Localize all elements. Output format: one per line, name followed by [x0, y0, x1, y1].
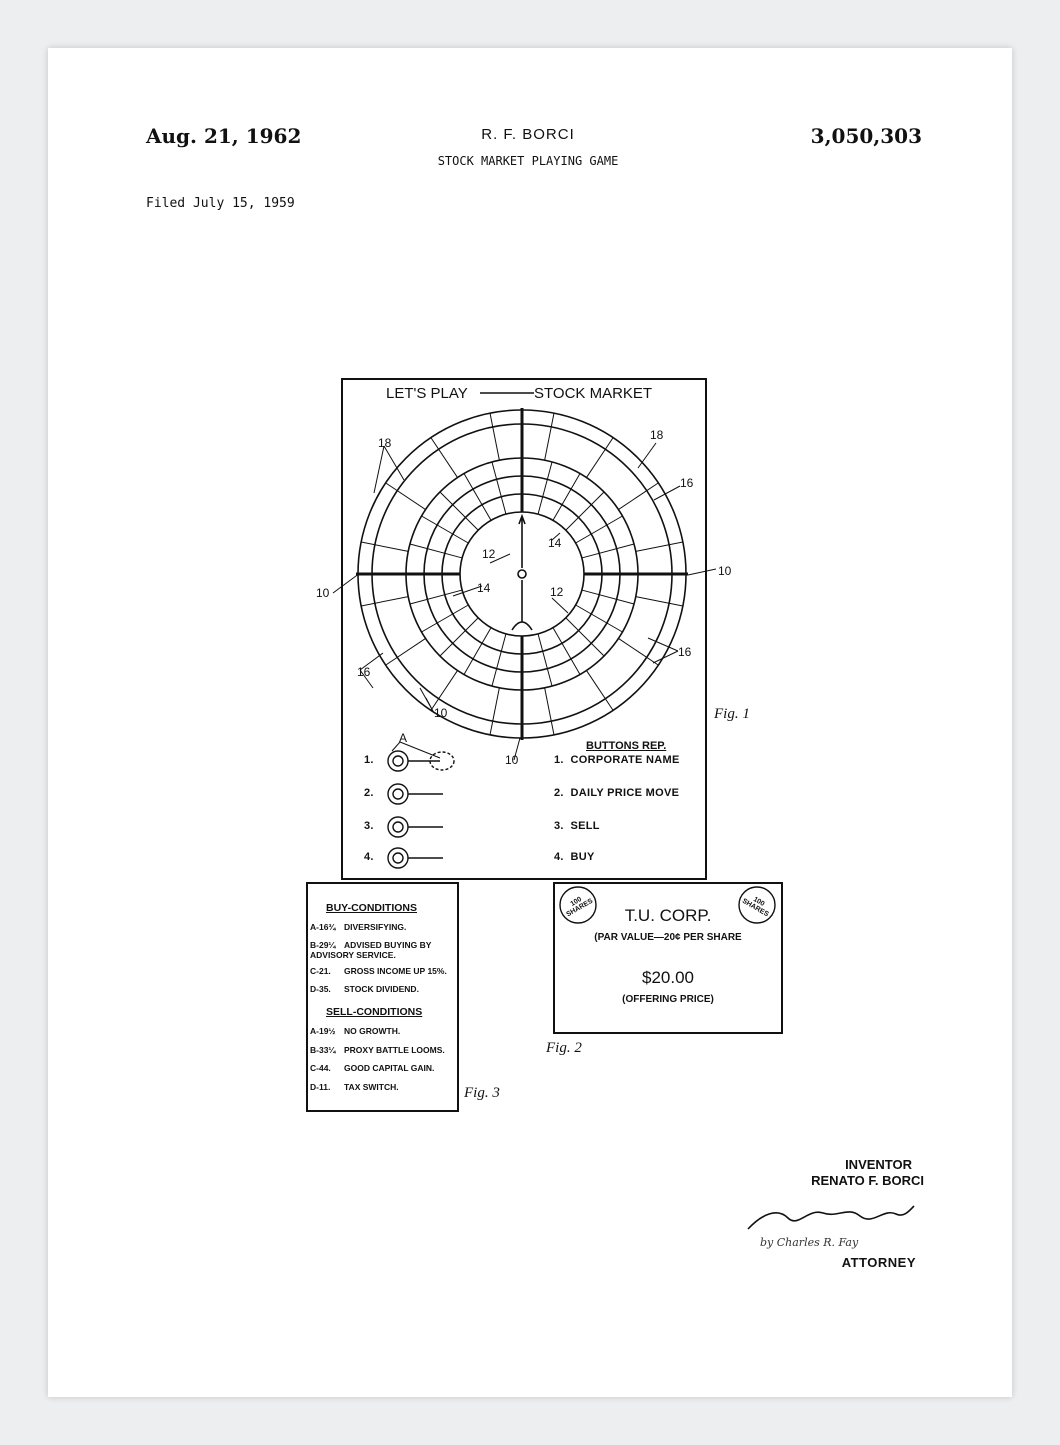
dial-spoke — [410, 590, 462, 604]
dial-spoke — [361, 542, 408, 551]
filed-date: Filed July 15, 1959 — [146, 196, 295, 211]
dial-spoke — [431, 670, 458, 710]
sell-condition: B-33¼ PROXY BATTLE LOOMS. — [310, 1045, 445, 1055]
dial-spoke — [553, 474, 580, 521]
ref-numeral: 16 — [357, 665, 371, 679]
ref-numeral: 10 — [316, 586, 330, 600]
offering-price: $20.00 — [642, 968, 694, 987]
patent-number: 3,050,303 — [810, 124, 922, 148]
ref-numeral: 16 — [680, 476, 694, 490]
dial-spoke — [636, 542, 683, 551]
dial-spoke — [576, 605, 623, 632]
dial-spoke — [431, 438, 458, 478]
buy-condition: B-29¼ ADVISED BUYING BY ADVISORY SERVICE. — [310, 940, 432, 960]
dial-spoke — [410, 544, 462, 558]
offering-price-label: (OFFERING PRICE) — [622, 994, 714, 1005]
sell-conditions-header: SELL-CONDITIONS — [326, 1006, 423, 1018]
buttons-legend-header: BUTTONS REP. — [586, 740, 667, 752]
ref-numeral: 10 — [718, 564, 732, 578]
dial-spoke — [545, 413, 554, 460]
button-legend-item: 2. DAILY PRICE MOVE — [554, 787, 680, 799]
buy-conditions-header: BUY-CONDITIONS — [326, 902, 418, 914]
sell-condition: A-19½ NO GROWTH. — [310, 1026, 401, 1036]
signature-flourish — [748, 1206, 914, 1229]
fig3-caption: Fig. 3 — [464, 1085, 500, 1101]
ref-numeral: 18 — [378, 436, 392, 450]
dial-spoke — [422, 516, 469, 543]
par-value: (PAR VALUE—20¢ PER SHARE — [594, 932, 742, 943]
sell-condition: D-11. TAX SWITCH. — [310, 1082, 399, 1092]
ref-numeral: 18 — [650, 428, 664, 442]
dial-spoke — [464, 474, 491, 521]
sell-condition: C-44. GOOD CAPITAL GAIN. — [310, 1063, 435, 1073]
ref-numeral: 10 — [434, 706, 448, 720]
shares-stamp-left: 100 SHARES — [565, 896, 595, 919]
dial-spoke — [545, 688, 554, 735]
button-legend-item: 1. CORPORATE NAME — [554, 754, 680, 766]
buy-condition: A-16¾ DIVERSIFYING. — [310, 922, 407, 932]
ref-numeral: 14 — [548, 536, 562, 550]
dial-spoke — [538, 462, 552, 514]
dial-spoke — [386, 638, 426, 665]
dial-spoke — [361, 597, 408, 606]
ref-numeral: 14 — [477, 581, 491, 595]
ref-numeral: 10 — [505, 753, 519, 767]
buy-condition: C-21. GROSS INCOME UP 15%. — [310, 966, 447, 976]
ref-numeral: 12 — [550, 585, 564, 599]
dial-spoke — [586, 438, 613, 478]
dial-spoke — [492, 462, 506, 514]
button-num: 1. — [364, 754, 374, 766]
button-num: 3. — [364, 820, 374, 832]
inventor-name: RENATO F. BORCI — [811, 1173, 924, 1188]
dial-spoke — [490, 688, 499, 735]
dial-spoke — [464, 628, 491, 675]
patent-title: STOCK MARKET PLAYING GAME — [437, 154, 619, 168]
dial-spoke — [582, 544, 634, 558]
signature: by Charles R. Fay — [760, 1236, 859, 1249]
attorney-label: ATTORNEY — [841, 1255, 916, 1270]
corp-name: T.U. CORP. — [624, 906, 712, 925]
dial-spoke — [618, 638, 658, 665]
dial-spoke — [636, 597, 683, 606]
fig1-title-left: LET'S PLAY — [386, 385, 468, 402]
inventor-label: INVENTOR — [845, 1157, 912, 1172]
ref-numeral: 12 — [482, 547, 496, 561]
dial-spoke — [582, 590, 634, 604]
dial-spoke — [490, 413, 499, 460]
dial-spoke — [386, 483, 426, 510]
dial-spoke — [422, 605, 469, 632]
fig2-caption: Fig. 2 — [546, 1040, 582, 1056]
dial-hub — [518, 570, 526, 578]
fig1-caption: Fig. 1 — [714, 706, 750, 722]
buy-condition: D-35. STOCK DIVIDEND. — [310, 984, 419, 994]
inventor-short: R. F. BORCI — [481, 126, 575, 143]
dial-spoke — [576, 516, 623, 543]
figure-3-box — [306, 882, 459, 1112]
game-dial-drawing — [48, 48, 1012, 1397]
dial-spoke — [586, 670, 613, 710]
dial-spoke — [553, 628, 580, 675]
fig1-title-right: STOCK MARKET — [534, 385, 653, 402]
button-num: 2. — [364, 787, 374, 799]
patent-sheet — [48, 48, 1012, 1397]
dial-pointer — [512, 516, 532, 630]
button-legend-item: 3. SELL — [554, 820, 600, 832]
ref-numeral: 16 — [678, 645, 692, 659]
dial-spoke — [492, 634, 506, 686]
shares-stamp-right: 100 SHARES — [740, 896, 770, 919]
button-legend-item: 4. BUY — [554, 851, 595, 863]
button-ref-letter: A — [399, 731, 408, 745]
dial-spoke — [618, 483, 658, 510]
dial-spoke — [538, 634, 552, 686]
button-num: 4. — [364, 851, 374, 863]
patent-date: Aug. 21, 1962 — [146, 124, 302, 148]
